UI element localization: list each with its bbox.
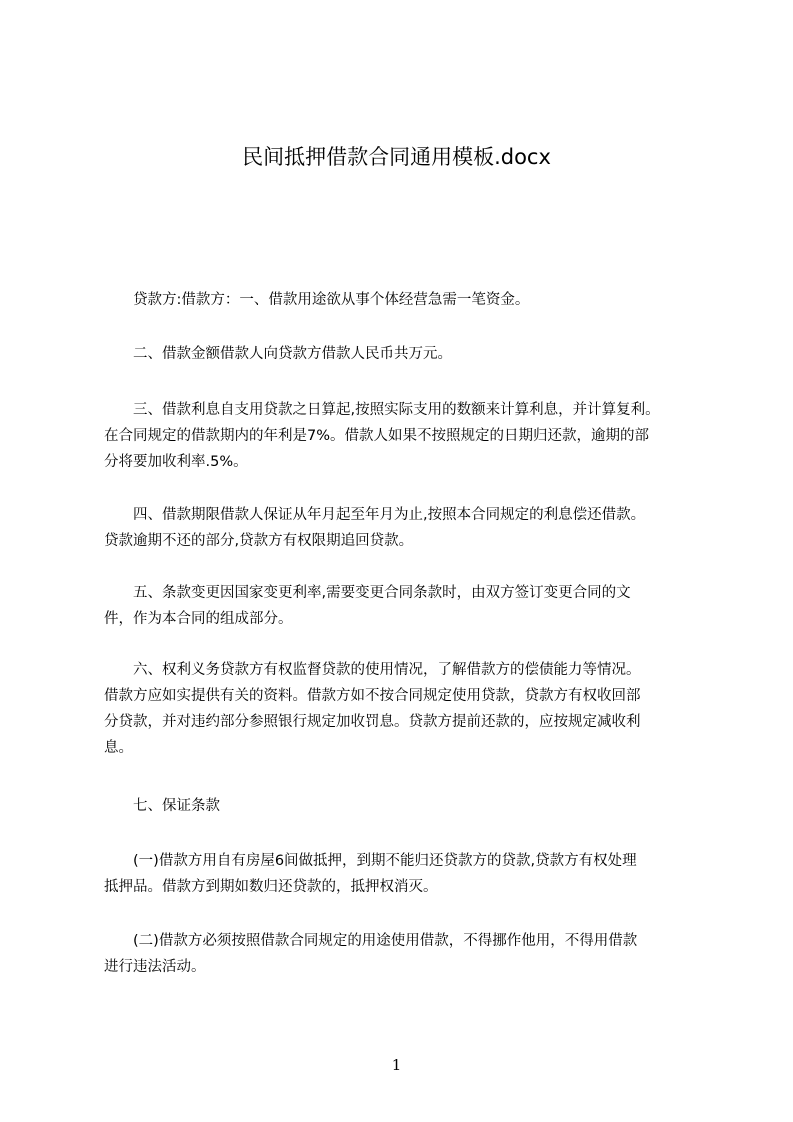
paragraph-line: 贷款方:借款方：一、借款用途欲从事个体经营急需一笔资金。 [104,292,530,308]
paragraph-line: 五、条款变更因国家变更利率,需要变更合同条款时，由双方签订变更合同的文 [104,585,631,601]
paragraph-clause-change [104,580,724,632]
paragraph-line: 分贷款，并对违约部分参照银行规定加收罚息。贷款方提前还款的，应按规定减收利 [104,714,641,730]
paragraph-guarantee-item-2 [104,928,724,980]
paragraph-loan-interest [104,397,724,475]
paragraph-line: 分将要加收利率.5%。 [104,454,248,470]
document-title: 民间抵押借款合同通用模板.docx [242,145,551,169]
paragraph-line: 件，作为本合同的组成部分。 [104,611,293,627]
paragraph-line: 在合同规定的借款期内的年利是7%。借款人如果不按照规定的日期归还款，逾期的部 [104,428,649,444]
paragraph-line: 四、借款期限借款人保证从年月起至年月为止,按照本合同规定的利息偿还借款。 [104,507,646,523]
paragraph-line: 贷款逾期不还的部分,贷款方有权限期追回贷款。 [104,533,414,549]
paragraph-loan-amount [104,341,724,367]
paragraph-line: 六、权利义务贷款方有权监督贷款的使用情况，了解借款方的偿债能力等情况。 [104,662,641,678]
paragraph-line: 借款方应如实提供有关的资料。借款方如不按合同规定使用贷款，贷款方有权收回部 [104,688,641,704]
paragraph-line: (二)借款方必须按照借款合同规定的用途使用借款，不得挪作他用，不得用借款 [104,933,638,949]
paragraph-rights-obligations [104,657,724,761]
paragraph-guarantee-item-1 [104,848,724,900]
paragraph-line: 三、借款利息自支用贷款之日算起,按照实际支用的数额来计算利息，并计算复利。 [104,402,660,418]
paragraph-loan-term [104,502,724,554]
paragraph-guarantee-heading [104,793,724,819]
paragraph-line: 息。 [104,740,133,756]
page-number: 1 [391,1056,402,1074]
paragraph-line: 进行违法活动。 [104,959,206,975]
paragraph-line: 抵押品。借款方到期如数归还贷款的，抵押权消灭。 [104,879,438,895]
paragraph-line: 七、保证条款 [104,798,220,814]
paragraph-lender-borrower-purpose [104,287,724,313]
paragraph-line: 二、借款金额借款人向贷款方借款人民币共万元。 [104,346,452,362]
paragraph-line: (一)借款方用自有房屋6间做抵押，到期不能归还贷款方的贷款,贷款方有权处理 [104,853,637,869]
